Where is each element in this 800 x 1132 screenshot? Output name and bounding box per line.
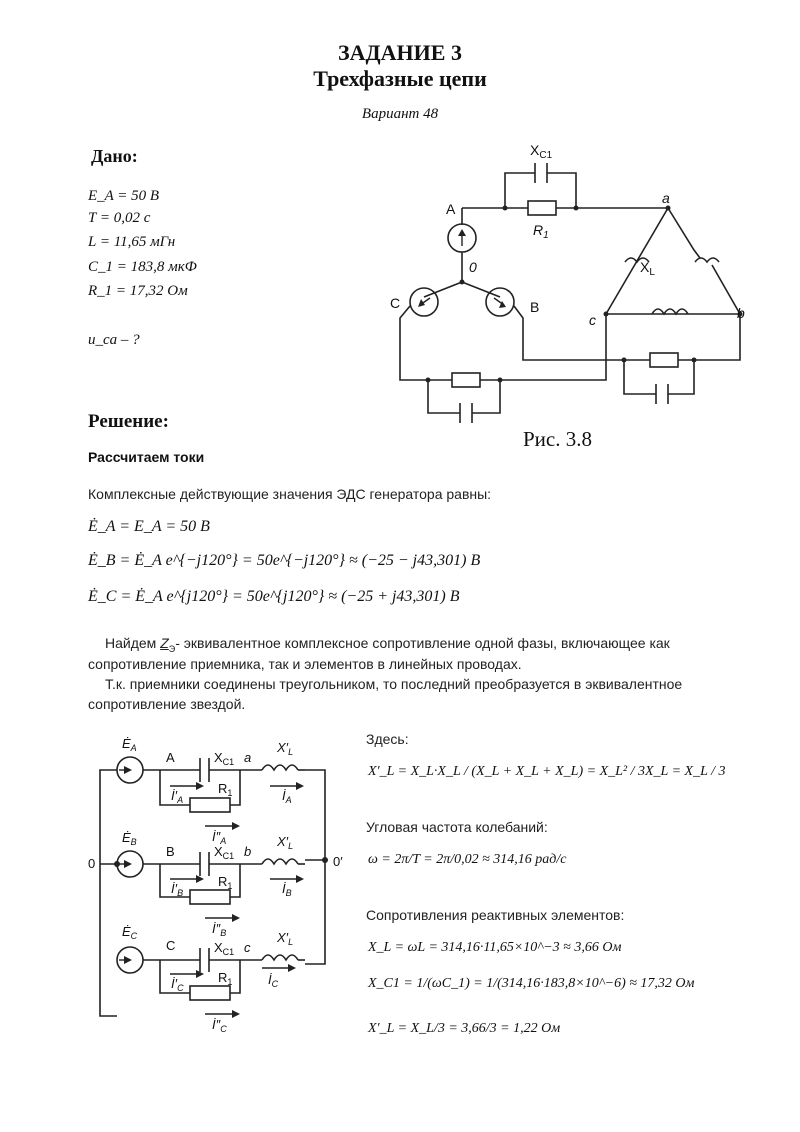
reactances-label: Сопротивления реактивных элементов: (366, 907, 625, 923)
fig-label-xl: $X_L$ (640, 259, 655, 278)
xc-b-wire-right (668, 360, 694, 394)
eq-node-b-small: b (244, 844, 252, 859)
eq-ia: $İ_A$ (282, 788, 292, 805)
fig-node-b-upper: B (530, 299, 540, 315)
given-find: u_ca – ? (88, 332, 140, 348)
eq-xl-b: $X'_L$ (277, 834, 294, 851)
eq-ib-prime: $İ'_B$ (171, 881, 184, 898)
here-label: Здесь: (366, 731, 409, 747)
eq-ia-dprime: $İ''_A$ (212, 829, 227, 846)
eq-xc1-b: $X_{C1}$ (214, 844, 235, 861)
eq-node-0-prime: 0′ (333, 854, 343, 869)
figure-caption: Рис. 3.8 (523, 427, 592, 451)
emf-intro: Комплексные действующие значения ЭДС генератора равны: (88, 486, 492, 502)
phase-b-coil (262, 859, 298, 864)
xl-prime-formula: X′_L = X_L·X_L / (X_L + X_L + X_L) = X_L² / 3X_L = X_L / 3 (368, 764, 726, 779)
xc-b-wire-left (624, 360, 656, 394)
eq-ib-dprime: $İ''_B$ (212, 921, 227, 938)
eq-label-ec: $Ė_C$ (122, 924, 138, 941)
fig-node-c-upper: C (390, 295, 401, 311)
fig-node-0: 0 (469, 259, 477, 275)
paragraph-zeq-line2: сопротивление приемника, так и элементов в линейных проводах. (88, 656, 522, 672)
line-c-to-c (480, 314, 606, 380)
phase-b-resistor (190, 890, 230, 904)
phase-a-resistor (190, 798, 230, 812)
assignment-title: ЗАДАНИЕ 3 (338, 40, 462, 65)
eq-ia-prime: $İ'_A$ (171, 788, 184, 805)
delta-ab-upper (668, 208, 700, 258)
omega-label: Угловая частота колебаний: (366, 819, 548, 835)
eq-ic-prime: $İ'_C$ (171, 976, 184, 993)
eq-label-ea: $Ė_A$ (122, 736, 137, 753)
eq-node-0: 0 (88, 856, 96, 871)
xc-c-wire-right (472, 380, 500, 413)
phase-a-coil (262, 765, 298, 770)
fig-node-a-upper: A (446, 201, 456, 217)
xc1-formula: X_C1 = 1/(ωC_1) = 1/(314,16·183,8×10^−6) ≈ 17,32 Ом (368, 976, 695, 991)
given-ea: E_A = 50 В (88, 188, 160, 204)
solution-heading: Решение: (88, 411, 169, 432)
eq-xl-a: $X'_L$ (277, 740, 294, 757)
xc1-top-wire-left (505, 173, 535, 208)
fig-node-a-lower: a (662, 190, 670, 206)
eq-node-c-small: c (244, 940, 251, 955)
eq-xc1-c: $X_{C1}$ (214, 940, 235, 957)
xl-formula: X_L = ωL = 314,16·11,65×10^−3 ≈ 3,66 Ом (368, 940, 622, 955)
equivalent-circuit (85, 730, 360, 1040)
given-heading: Дано: (91, 146, 138, 166)
currents-subheading: Рассчитаем токи (88, 449, 205, 465)
fig-node-b-lower: b (737, 305, 745, 321)
r1-top-resistor (528, 201, 556, 215)
left-bus (100, 770, 117, 1016)
fig-node-c-lower: c (589, 312, 596, 328)
omega-formula: ω = 2π/T = 2π/0,02 ≈ 314,16 рад/с (368, 852, 567, 867)
circuit-figure-3-8 (370, 130, 760, 460)
eq-node-c: C (166, 938, 176, 953)
xc1-top-wire-right (547, 173, 576, 208)
r1-c-resistor (452, 373, 480, 387)
assignment-subtitle: Трехфазные цепи (313, 66, 487, 91)
paragraph-delta-star-line1: Т.к. приемники соединены треугольником, то последний преобразуется в эквивалентное (105, 676, 683, 692)
phase-c-coil (262, 955, 298, 960)
phase-c-resistor (190, 986, 230, 1000)
eq-label-eb: $Ė_B$ (122, 830, 137, 847)
paragraph-zeq: Найдем $Z_Э-$ эквивалентное комплексное сопротивление одной фазы, включающее как (105, 635, 670, 654)
eq-r1-a: $R_1$ (218, 781, 233, 798)
paragraph-delta-star-line2: сопротивление звездой. (88, 696, 246, 712)
eq-node-a-small: a (244, 750, 252, 765)
line-b-to-b (678, 314, 740, 360)
eq-r1-c: $R_1$ (218, 970, 233, 987)
eq-ic: $İ_C$ (268, 972, 279, 989)
eq-xl-c: $X'_L$ (277, 930, 294, 947)
eq-ib: $İ_B$ (282, 881, 292, 898)
emf-eq-b: Ė_B = Ė_A e^{−j120°} = 50e^{−j120°} ≈ (−25 − j43,301) В (88, 552, 481, 569)
fig-label-r1: $R_1$ (533, 222, 549, 241)
xc-c-wire-left (428, 380, 460, 413)
eq-node-a: A (166, 750, 175, 765)
given-l: L = 11,65 мГн (88, 234, 176, 250)
right-bus (305, 770, 325, 964)
emf-eq-a: Ė_A = E_A = 50 В (88, 518, 210, 535)
given-t: T = 0,02 с (88, 210, 151, 226)
emf-eq-c: Ė_C = Ė_A e^{j120°} = 50e^{j120°} ≈ (−25 + j43,301) В (88, 588, 460, 605)
given-c1: C_1 = 183,8 мкФ (88, 259, 197, 275)
line-c (400, 306, 452, 380)
xl-prime-value: X′_L = X_L/3 = 3,66/3 = 1,22 Ом (368, 1021, 561, 1036)
eq-ic-dprime: $İ''_C$ (212, 1017, 227, 1034)
eq-xc1-a: $X_{C1}$ (214, 750, 235, 767)
xl-delta-coil-right (695, 258, 719, 262)
variant-label: Вариант 48 (361, 106, 439, 122)
given-r1: R_1 = 17,32 Ом (88, 283, 188, 299)
r1-b-resistor (650, 353, 678, 367)
eq-node-b: B (166, 844, 175, 859)
delta-ab-lower (712, 265, 740, 314)
fig-label-xc1: $X_{C1}$ (530, 142, 553, 161)
eq-r1-b: $R_1$ (218, 874, 233, 891)
